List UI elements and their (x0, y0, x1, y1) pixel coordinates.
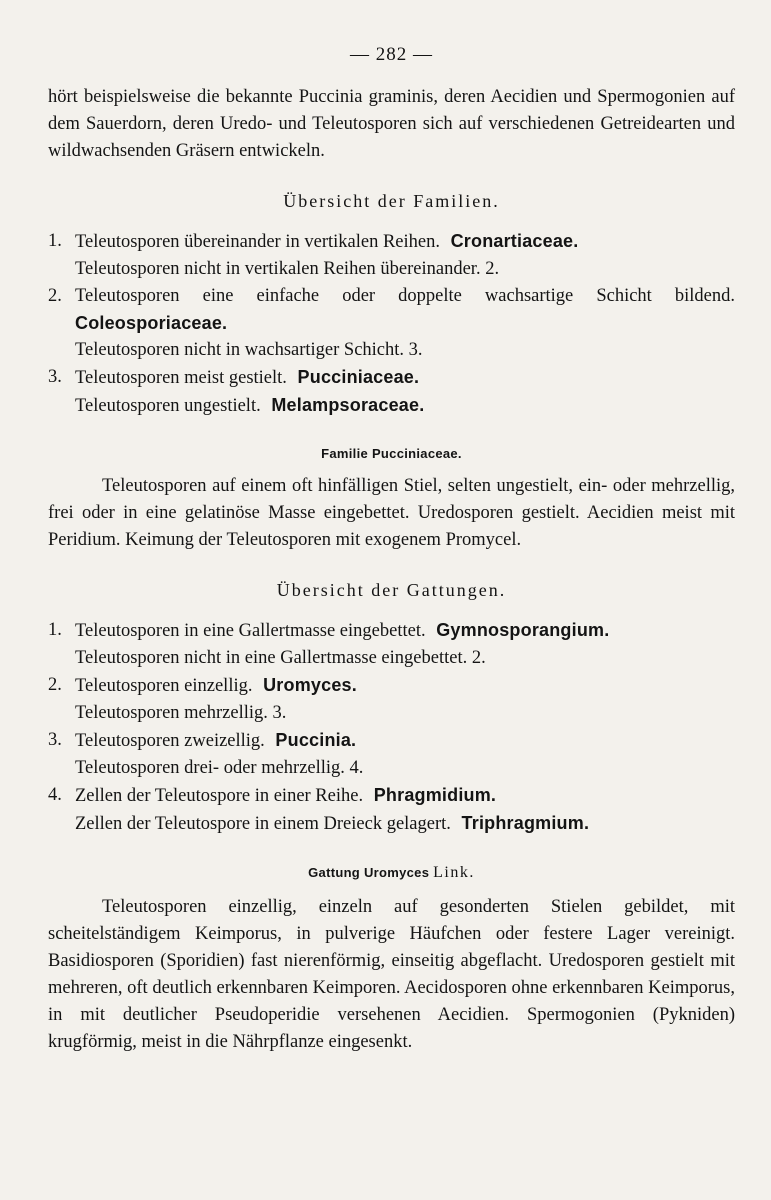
key-text: Zellen der Teleutospore in einem Dreieck gelagert. (75, 814, 451, 834)
key-line (48, 228, 735, 256)
key-text: Teleutosporen nicht in eine Gallertmasse eingebettet. 2. (75, 648, 486, 668)
key-text: Teleutosporen zweizellig. (75, 731, 265, 751)
key-line (48, 617, 735, 645)
taxon-name: Triphragmium. (461, 813, 590, 833)
taxon-name: Pucciniaceae. (297, 367, 420, 387)
genera-key-heading: Übersicht der Gattungen. (276, 580, 507, 600)
key-text: Teleutosporen übereinander in vertikalen Reihen. (75, 232, 440, 252)
key-line (48, 645, 735, 672)
genus-description: Teleutosporen einzellig, einzeln auf gesonderten Stielen gebildet, mit scheitelständigem Keimporus, in pulverige Häufchen oder festere Lager vereinigt. Basidiosporen (Sporidien) fast nierenförmig, einseitig abgeflacht. Uredosporen gestielt mit mehreren, oft deutlich erkennbaren Keimporen. Aecidosporen ohne erkennbaren Keimporus, in mit deutlicher Pseudoperidie versehenen Aecidien. Spermogonien (Pykniden) krugförmig, meist in die Nährpflanze eingesenkt. (48, 897, 735, 1052)
key-text: Teleutosporen in eine Gallertmasse eingebettet. (75, 621, 426, 641)
taxon-name: Gymnosporangium. (436, 620, 610, 640)
taxon-name: Cronartiaceae. (450, 231, 579, 251)
key-text: Teleutosporen nicht in vertikalen Reihen übereinander. 2. (75, 259, 500, 279)
taxon-name: Puccinia. (275, 730, 357, 750)
key-text: Teleutosporen nicht in wachsartiger Schicht. 3. (75, 340, 423, 360)
taxon-name: Coleosporiaceae. (75, 313, 228, 333)
family-description: Teleutosporen auf einem oft hinfälligen Stiel, selten ungestielt, ein- oder mehrzellig, frei oder in eine gelatinöse Masse eingebettet. Uredosporen gestielt. Aecidien meist mit Peridium. Keimung der Teleutosporen mit exogenem Promycel. (48, 476, 735, 550)
key-line (48, 337, 735, 364)
key-line (48, 810, 735, 838)
genus-heading-name: Gattung Uromyces (308, 865, 430, 880)
key-line (48, 672, 735, 700)
genera-key (48, 617, 735, 838)
key-text: Teleutosporen meist gestielt. (75, 368, 287, 388)
taxon-name: Phragmidium. (373, 785, 497, 805)
key-text: Teleutosporen ungestielt. (75, 396, 261, 416)
taxon-name: Melampsoraceae. (271, 395, 425, 415)
genus-heading-author: Link. (433, 864, 475, 881)
key-line (48, 392, 735, 420)
key-line (48, 256, 735, 283)
key-number: 3. (48, 367, 62, 387)
key-number: 1. (48, 620, 62, 640)
key-number: 2. (48, 286, 62, 306)
families-key-heading: Übersicht der Familien. (283, 191, 500, 211)
family-heading: Familie Pucciniaceae. (321, 446, 462, 461)
key-number: 3. (48, 730, 62, 750)
key-text: Zellen der Teleutospore in einer Reihe. (75, 786, 364, 806)
page-number: — 282 — (350, 44, 433, 65)
key-line (48, 727, 735, 755)
key-number: 1. (48, 231, 62, 251)
key-number: 2. (48, 675, 62, 695)
key-line (48, 700, 735, 727)
genus-heading (48, 864, 735, 882)
key-line (48, 364, 735, 392)
key-text: Teleutosporen drei- oder mehrzellig. 4. (75, 758, 364, 778)
intro-paragraph: hört beispielsweise die bekannte Puccinia graminis, deren Aecidien und Spermogonien auf dem Sauerdorn, deren Uredo- und Teleutosporen sich auf verschiedenen Getreidearten und wildwachsenden Gräsern entwickeln. (48, 87, 735, 161)
families-key (48, 228, 735, 420)
key-text: Teleutosporen mehrzellig. 3. (75, 703, 287, 723)
key-line (48, 283, 735, 337)
key-line (48, 782, 735, 810)
key-number: 4. (48, 785, 62, 805)
key-text: Teleutosporen einzellig. (75, 676, 253, 696)
key-line (48, 755, 735, 782)
taxon-name: Uromyces. (263, 675, 357, 695)
key-text: Teleutosporen eine einfache oder doppelte wachsartige Schicht bildend. (75, 286, 735, 306)
